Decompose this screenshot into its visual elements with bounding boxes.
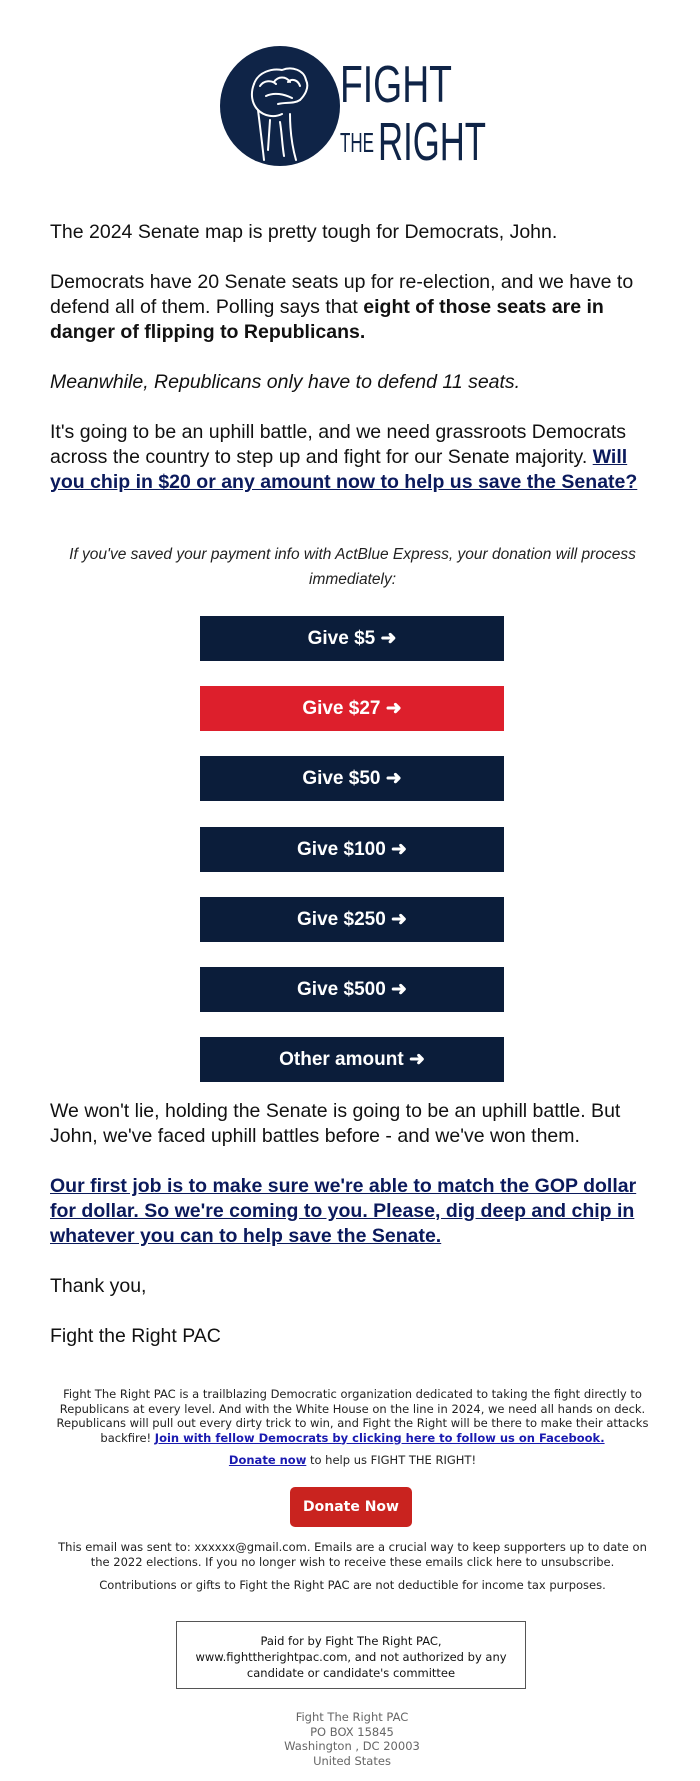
paragraph-republicans <box>50 370 655 395</box>
logo-text-fight: FIGHT <box>340 56 452 114</box>
logo-text-the: THE <box>340 127 374 158</box>
give-50-button[interactable]: Give $50 ➜ <box>200 756 504 801</box>
paragraph-match-gop <box>50 1174 655 1249</box>
logo-text-right: RIGHT <box>378 112 486 165</box>
address-line-org: Fight The Right PAC <box>295 1710 409 1724</box>
paid-for-disclaimer: Paid for by Fight The Right PAC, www.fighttherightpac.com, and not authorized by any candidate or candidate's committee <box>176 1621 526 1689</box>
facebook-link[interactable]: Join with fellow Democrats by clicking here to follow us on Facebook. <box>154 1430 605 1445</box>
intro-text: The 2024 Senate map is pretty tough for Democrats, John. <box>50 221 558 243</box>
address-line-pobox: PO BOX 15845 <box>310 1724 394 1739</box>
paragraph-uphill <box>50 420 655 495</box>
give-500-button[interactable]: Give $500 ➜ <box>200 967 504 1012</box>
give-100-button[interactable]: Give $100 ➜ <box>200 827 504 872</box>
about-text: Fight The Right PAC is a trailblazing Democratic organization dedicated to taking the fight directly to Republicans at every level. And with the White House on the line in 2024, we need all hands on deck. Republicans will pull out every dirty trick to win, and Fight the Right will be there to make their attacks backfire! <box>56 1387 649 1445</box>
actblue-express-note: If you've saved your payment info with ActBlue Express, your donation will process immediately: <box>69 546 636 588</box>
paragraph-intro <box>50 220 655 245</box>
logo-wordmark <box>338 50 488 165</box>
republicans-text: Meanwhile, Republicans only have to defend 11 seats. <box>50 371 521 393</box>
thank-you: Thank you, <box>50 1275 147 1297</box>
paragraph-wont-lie <box>50 1099 655 1149</box>
footer-sent-to: This email was sent to: xxxxxx@gmail.com. Emails are a crucial way to keep supporters up to date on the 2022 elections. If you no longer wish to receive these emails click here to unsubscribe. <box>58 1540 647 1569</box>
address-line-city: Washington , DC 20003 <box>284 1739 420 1753</box>
footer-donate-line <box>50 1452 655 1468</box>
donate-suffix-text: to help us FIGHT THE RIGHT! <box>306 1453 477 1467</box>
fight-the-right-logo[interactable] <box>220 46 486 168</box>
signature: Fight the Right PAC <box>50 1325 221 1347</box>
donate-now-button[interactable]: Donate Now <box>290 1487 412 1527</box>
seats-bold-text: eight of those seats are in danger of flipping to Republicans. <box>50 296 604 343</box>
give-250-button[interactable]: Give $250 ➜ <box>200 897 504 942</box>
wont-lie-text: We won't lie, holding the Senate is going to be an uphill battle. But John, we've faced uphill battles before - and we've won them. <box>50 1100 621 1147</box>
uphill-text: It's going to be an uphill battle, and we need grassroots Democrats across the country to step up and fight for our Senate majority. <box>50 421 627 468</box>
donate-now-link[interactable]: Donate now <box>228 1453 307 1467</box>
paragraph-seats <box>50 270 655 345</box>
raised-fist-icon <box>220 46 340 166</box>
address-line-country: United States <box>313 1753 391 1768</box>
seats-text: Democrats have 20 Senate seats up for re-election, and we have to defend all of them. Polling says that <box>50 271 634 318</box>
mailing-address <box>200 1710 504 1768</box>
match-gop-link[interactable]: Our first job is to make sure we're able to match the GOP dollar for dollar. So we're coming to you. Please, dig deep and chip in whatever you can to help save the Senate. <box>50 1175 637 1247</box>
footer-tax-note: Contributions or gifts to Fight the Right PAC are not deductible for income tax purposes. <box>99 1578 606 1592</box>
give-5-button[interactable]: Give $5 ➜ <box>200 616 504 661</box>
other-amount-button[interactable]: Other amount ➜ <box>200 1037 504 1082</box>
chip-in-link[interactable]: Will you chip in $20 or any amount now to help us save the Senate? <box>50 446 638 493</box>
give-27-button[interactable]: Give $27 ➜ <box>200 686 504 731</box>
footer-about <box>50 1387 655 1445</box>
